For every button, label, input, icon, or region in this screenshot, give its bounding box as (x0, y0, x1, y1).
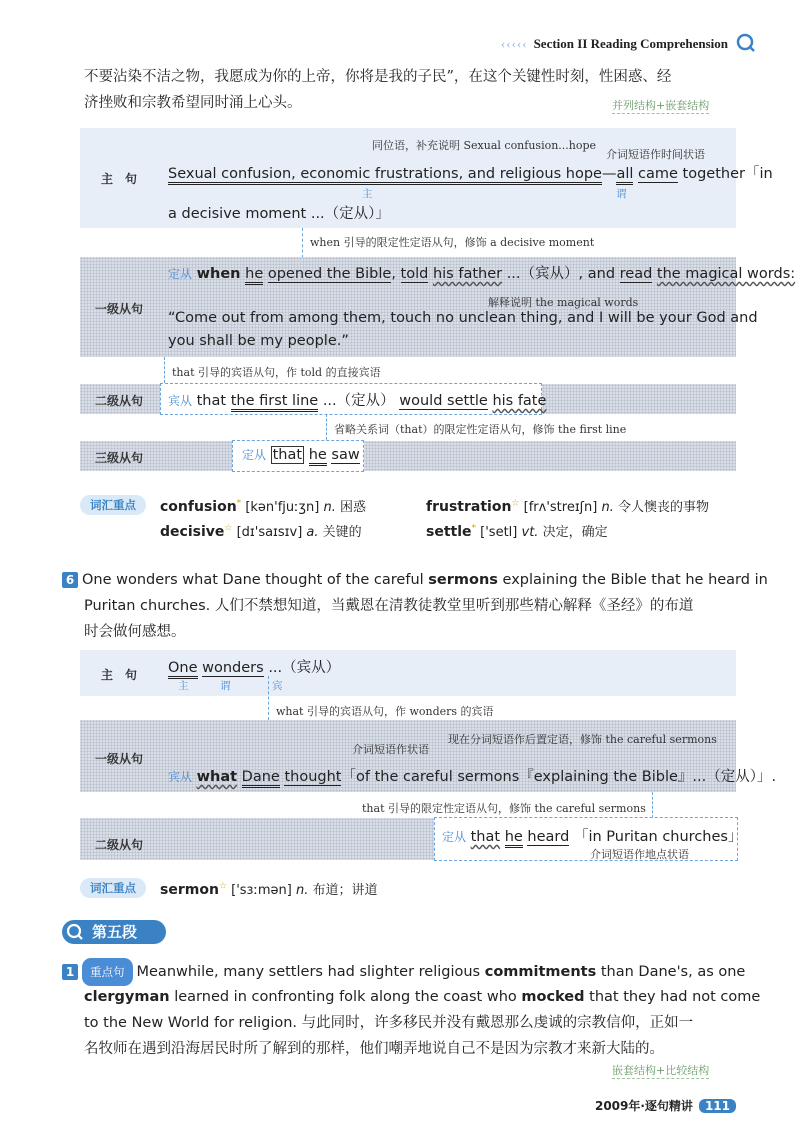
adverbial-note: 介词短语作状语 (352, 743, 429, 756)
label-level1: 一级从句 (94, 302, 143, 316)
text: to the New World for religion. (84, 1015, 298, 1031)
star-icon: * (236, 498, 242, 509)
rest: 「in Puritan churches」 (573, 829, 743, 845)
pos: n. (601, 500, 614, 515)
when-word: when (196, 266, 241, 282)
object-tag: 宾 (272, 680, 283, 692)
search-q-icon (66, 923, 84, 941)
header-title: Section II Reading Comprehension (533, 36, 728, 51)
he-word: he (245, 266, 263, 285)
meaning: 令人懊丧的事物 (618, 500, 710, 515)
mid-text: ...（宾从）, and (506, 266, 616, 282)
vocab-word: decisive (160, 524, 225, 540)
main-subject: Sexual confusion, economic frustrations, and religious hope (168, 166, 602, 185)
intro-line-2: 济挫败和宗教希望同时涌上心头。 (84, 95, 302, 111)
wonders-word: wonders (202, 660, 264, 676)
clause-tag: 定从 (168, 267, 193, 281)
place-adverbial-note: 介词短语作地点状语 (590, 848, 689, 861)
he-word: he (309, 447, 327, 466)
explain-note: 解释说明 the magical words (488, 296, 639, 309)
text: One wonders what Dane thought of the careful (82, 572, 424, 588)
told-word: told (400, 266, 429, 282)
vocab-word: frustration (426, 499, 512, 515)
translation: 人们不禁想知道，当戴恩在清教徒教堂里听到那些精心解释《圣经》的布道 (214, 598, 694, 614)
footer-label: 2009年·逐句精讲 (594, 1099, 693, 1113)
opened-phrase: opened the Bible (267, 266, 392, 282)
connector-note-5: that 引导的限定性定语从句，修饰 the careful sermons (362, 802, 646, 815)
meaning: 关键的 (322, 525, 362, 540)
star-icon: ☆ (224, 523, 233, 534)
label-level2-2: 二级从句 (94, 838, 143, 852)
connector-note-2: that 引导的宾语从句，作 told 的直接宾语 (172, 366, 381, 379)
what-word: what (196, 769, 238, 785)
star-icon: * (471, 523, 477, 534)
level3-sentence (242, 446, 360, 463)
text: Meanwhile, many settlers had slighter religious (136, 964, 481, 980)
read-word: read (619, 266, 653, 282)
one-word: One (168, 660, 198, 679)
main-rest: together「in (682, 166, 773, 182)
connector-note-1: when 引导的限定性定语从句，修饰 a decisive moment (310, 236, 595, 249)
vocab-word: confusion (160, 499, 237, 515)
star-icon: ☆ (218, 881, 227, 892)
ipa: ['setl] (480, 525, 518, 540)
all-word: all (616, 166, 633, 185)
star-icon: ☆ (511, 498, 520, 509)
ipa: [frʌ'streɪʃn] (523, 500, 598, 515)
vocab-word: settle (426, 524, 472, 540)
main-clause-line-1 (168, 162, 773, 183)
key-sentence-badge: 重点句 (82, 958, 133, 986)
saw-word: saw (331, 447, 360, 463)
that-word: that (470, 829, 501, 845)
text: that they had not come (589, 989, 761, 1005)
predicate-tag: 谓 (616, 188, 627, 200)
connector-note-3: 省略关系词（that）的限定性定语从句，修饰 the first line (334, 423, 627, 436)
sentence1-line-2 (84, 984, 760, 1010)
connector-note-4: what 引导的宾语从句，作 wonders 的宾语 (276, 705, 494, 718)
rest: ...（宾从） (268, 660, 341, 676)
pos: n. (295, 883, 309, 898)
key-word: commitments (484, 964, 597, 980)
header-arrows: ‹‹‹‹‹ (500, 36, 528, 51)
time-adverbial-note: 介词短语作时间状语 (606, 148, 705, 161)
main-verb: came (638, 166, 678, 182)
pos: vt. (521, 525, 539, 540)
label-level3: 三级从句 (94, 451, 143, 465)
level1-sentence-2 (168, 765, 776, 786)
vocab-item-decisive (160, 521, 362, 540)
key-word: clergyman (84, 989, 170, 1005)
he-word: he (505, 829, 523, 848)
that-word: that (196, 393, 227, 409)
ipa: [kən'fjuːʒn] (245, 500, 320, 515)
clause-tag: 定从 (242, 448, 267, 462)
structure-note-2: 嵌套结构+比较结构 (612, 1064, 710, 1077)
page-number: 111 (699, 1099, 736, 1113)
level1-line-1: 定从 when he opened the Bible, told his father ...（宾从）, and read the magical words: (168, 262, 795, 283)
key-word: sermons (428, 572, 498, 588)
mid-text: ...（定从） (322, 393, 395, 409)
heard-word: heard (527, 829, 570, 845)
text: Puritan churches. (84, 598, 211, 614)
structure-note: 并列结构+嵌套结构 (612, 99, 710, 112)
dane-word: Dane (242, 769, 280, 788)
meaning: 困惑 (340, 500, 367, 515)
text: learned in confronting folk along the coast who (174, 989, 517, 1005)
label-level1-2: 一级从句 (94, 752, 143, 766)
clause-tag: 宾从 (168, 770, 193, 784)
first-line: the first line (231, 393, 319, 412)
meaning: 决定，确定 (542, 525, 608, 540)
predicate-tag: 谓 (220, 680, 231, 692)
sentence-number: 6 (62, 572, 78, 588)
intro-line-1: 不要沾染不洁之物，我愿成为你的上帝，你将是我的子民”，在这个关键性时刻，性困惑、经 (84, 69, 672, 85)
meaning: 布道；讲道 (312, 883, 378, 898)
key-word: mocked (521, 989, 585, 1005)
ipa: ['sɜːmən] (231, 883, 292, 898)
sentence1-line-1 (62, 958, 745, 986)
section-title-badge (62, 920, 166, 944)
participle-note: 现在分词短语作后置定语，修饰 the careful sermons (448, 733, 717, 746)
sentence1-line-3 (84, 1010, 693, 1036)
that-word-boxed: that (272, 447, 303, 463)
level3-band (80, 441, 736, 471)
text: explaining the Bible that he heard in (502, 572, 768, 588)
vocab-item-confusion (160, 496, 366, 515)
sentence-number: 1 (62, 964, 78, 980)
level2-sentence-2 (442, 825, 742, 846)
clause-tag: 宾从 (168, 394, 193, 408)
appositive-note: 同位语，补充说明 Sexual confusion...hope (372, 139, 597, 152)
running-header (501, 36, 728, 52)
translation: 与此同时，许多移民并没有戴恩那么虔诚的宗教信仰，正如一 (301, 1015, 694, 1031)
sentence1-line-4: 名牧师在遇到沿海居民时所了解到的那样，他们嘲弄地说自己不是因为宗教才来新大陆的。 (84, 1041, 664, 1057)
level1-quote-1: “Come out from among them, touch no unclean thing, and I will be your God and (168, 310, 758, 326)
label-main-clause-2: 主 句 (100, 668, 137, 682)
clause-tag: 定从 (442, 830, 467, 844)
would-settle: would settle (399, 393, 488, 409)
vocab-badge-2: 词汇重点 (80, 878, 146, 898)
thought-word: thought (284, 769, 342, 785)
level1-quote-2: you shall be my people.” (168, 333, 349, 349)
label-main-clause: 主 句 (100, 172, 137, 186)
his-fate: his fate (492, 393, 547, 409)
text: than Dane's, as one (600, 964, 746, 980)
main-clause-2 (168, 656, 340, 677)
subject-tag: 主 (362, 188, 373, 200)
search-q-icon (736, 33, 756, 53)
subject-tag: 主 (178, 680, 189, 692)
vocab-word: sermon (160, 882, 219, 898)
section-title: 第五段 (92, 923, 138, 941)
level2-sentence (168, 389, 546, 410)
vocab-item-frustration (426, 496, 709, 515)
page-footer (595, 1097, 736, 1114)
pos: n. (323, 500, 336, 515)
pos: a. (306, 525, 319, 540)
ipa: [dɪ'saɪsɪv] (236, 525, 303, 540)
sentence6-line-2 (84, 593, 693, 619)
vocab-item-sermon (160, 879, 377, 898)
main-clause-line-2: a decisive moment ...（定从）」 (168, 206, 390, 222)
magical-words: the magical words: (656, 266, 796, 282)
dash: — (601, 166, 617, 182)
label-level2: 二级从句 (94, 394, 143, 408)
rest: 「of the careful sermons『explaining the Bible』...（定从）」. (341, 769, 777, 785)
father-phrase: his father (432, 266, 503, 282)
vocab-badge: 词汇重点 (80, 495, 146, 515)
vocab-item-settle (426, 521, 608, 540)
sentence6-line-3: 时会做何感想。 (84, 624, 186, 640)
sentence6-line-1 (62, 567, 768, 593)
